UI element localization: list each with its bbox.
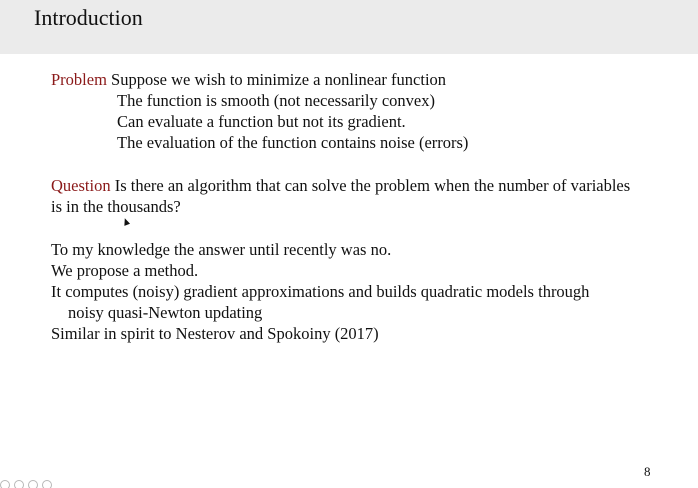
answer-line: To my knowledge the answer until recently was no. [51, 240, 392, 259]
nav-next-icon[interactable] [42, 480, 52, 488]
answer-line: It computes (noisy) gradient approximations and builds quadratic models through [51, 282, 590, 301]
question-label: Question [51, 176, 111, 195]
page-number: 8 [644, 464, 651, 479]
problem-point: The evaluation of the function contains noise (errors) [117, 133, 469, 152]
problem-text: Suppose we wish to minimize a nonlinear function [111, 70, 447, 89]
question-continuation: is in the thousands? [51, 197, 181, 216]
nav-circle-icon[interactable] [28, 480, 38, 488]
problem-label: Problem [51, 70, 107, 89]
answer-line: noisy quasi-Newton updating [68, 303, 263, 322]
slide-header [0, 0, 698, 54]
slide-navigation[interactable] [0, 480, 110, 488]
question-text: Is there an algorithm that can solve the problem when the number of variables [114, 176, 631, 195]
slide-title: Introduction [34, 5, 143, 30]
problem-point: Can evaluate a function but not its gradient. [117, 112, 406, 131]
nav-prev-icon[interactable] [0, 480, 10, 488]
nav-circle-icon[interactable] [14, 480, 24, 488]
answer-line: Similar in spirit to Nesterov and Spokoiny (2017) [51, 324, 379, 343]
question-line [51, 176, 630, 196]
problem-point: The function is smooth (not necessarily convex) [117, 91, 436, 110]
problem-line [51, 70, 446, 90]
answer-line: We propose a method. [51, 261, 199, 280]
mouse-cursor-icon [122, 217, 130, 226]
